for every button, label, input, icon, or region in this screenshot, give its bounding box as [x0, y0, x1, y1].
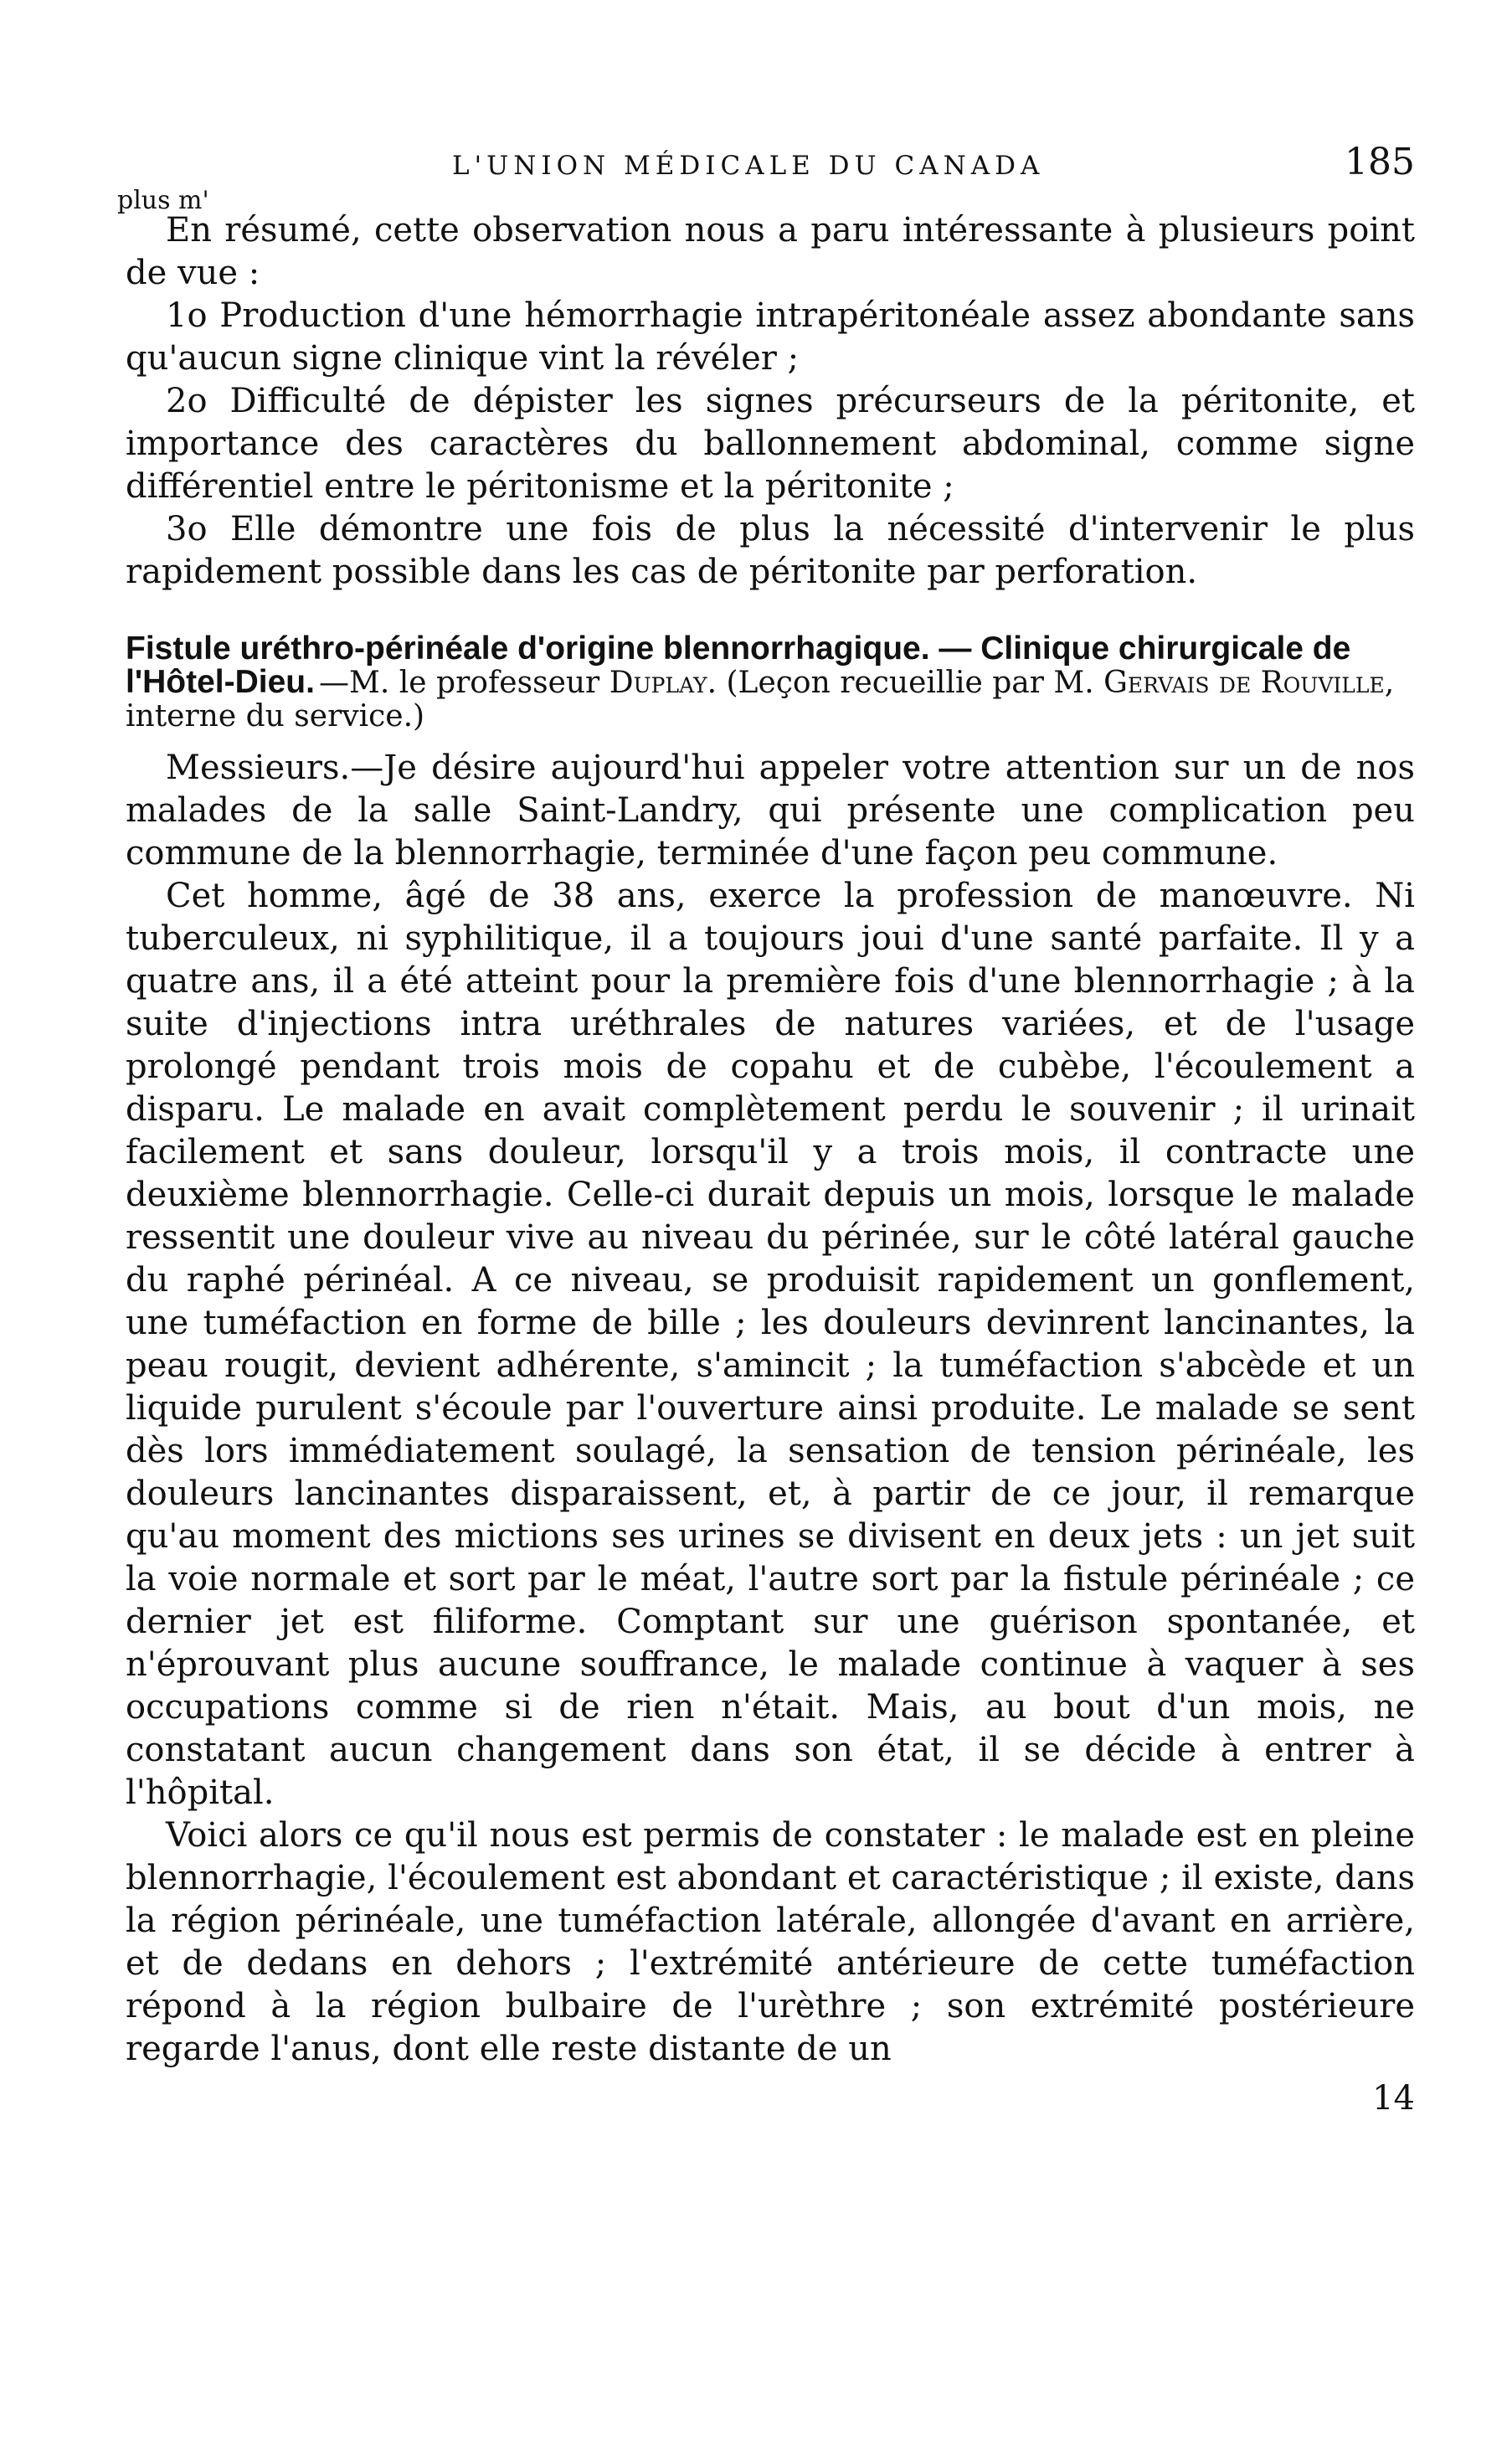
summary-section [126, 209, 1415, 594]
article-section [126, 632, 1415, 2071]
document-page [117, 134, 1415, 2118]
credit-suffix: interne du service.) [126, 699, 425, 733]
summary-point-2: 2o Difficulté de dépister les signes précurseurs de la péritonite, et importance des caractères du ballonnement abdominal, comme signe différentiel entre le péritonisme et la péritonite ; [126, 382, 1415, 506]
stray-text: plus m' [117, 186, 209, 215]
article-paragraph-1: Messieurs.—Je désire aujourd'hui appeler votre attention sur un de nos malades de la salle Saint-Landry, qui présente une complication peu commune de la blennorrhagie, terminée d'une façon peu commune. [126, 749, 1415, 872]
running-header [126, 134, 1415, 193]
heading-spacer [126, 733, 1415, 747]
recorder-name: Gervais de Rouville, [1103, 666, 1395, 700]
article-credit [126, 666, 1394, 733]
page-number: 185 [1345, 141, 1415, 183]
journal-title: L'UNION MÉDICALE DU CANADA [452, 151, 1045, 181]
article-paragraph-2: Cet homme, âgé de 38 ans, exerce la profession de manœuvre. Ni tuberculeux, ni syphilitique, il a toujours joui d'une santé parfaite. Il y a quatre ans, il a été atteint pour la première fois d'une blennorrhagie ; à la suite d'injections intra uréthrales de natures variées, et de l'usage prolongé pendant trois mois de copahu et de cubèbe, l'écoulement a disparu. Le malade en avait complètement perdu le souvenir ; il urinait facilement et sans douleur, lorsqu'il y a trois mois, il contracte une deuxième blennorrhagie. Celle-ci durait depuis un mois, lorsque le malade ressentit une douleur vive au niveau du périnée, sur le côté latéral gauche du raphé périnéal. A ce niveau, se produisit rapidement un gonflement, une tuméfaction en forme de bille ; les douleurs devinrent lancinantes, la peau rougit, devient adhérente, s'amincit ; la tuméfaction s'abcède et un liquide purulent s'écoule par l'ouverture ainsi produite. Le malade se sent dès lors immédiatement soulagé, la sensation de tension périnéale, les douleurs lancinantes disparaissent, et, à partir de ce jour, il remarque qu'au moment des mictions ses urines se divisent en deux jets : un jet suit la voie normale et sort par le méat, l'autre sort par la fistule périnéale ; ce dernier jet est filiforme. Comptant sur une guérison spontanée, et n'éprouvant plus aucune souffrance, le malade continue à vaquer à ses occupations comme si de rien n'était. Mais, au bout d'un mois, ne constatant aucun changement dans son état, il se décide à entrer à l'hôpital. [126, 877, 1415, 1812]
credit-prefix: —M. le professeur [319, 666, 600, 700]
summary-point-1: 1o Production d'une hémorrhagie intrapéritonéale assez abondante sans qu'aucun signe clinique vint la révéler ; [126, 296, 1415, 378]
article-paragraph-3: Voici alors ce qu'il nous est permis de constater : le malade est en pleine blennorrhagie, l'écoulement est abondant et caractéristique ; il existe, dans la région périnéale, une tuméfaction latérale, allongée d'avant en arrière, et de dedans en dehors ; l'extrémité antérieure de cette tuméfaction répond à la région bulbaire de l'urèthre ; son extrémité postérieure regarde l'anus, dont elle reste distante de un [126, 1816, 1415, 2068]
summary-point-3: 3o Elle démontre une fois de plus la nécessité d'intervenir le plus rapidement possible dans les cas de péritonite par perforation. [126, 510, 1415, 591]
signature-mark: 14 [1372, 2079, 1415, 2118]
professor-name: Duplay. [609, 666, 717, 700]
article-heading [126, 632, 1415, 733]
section-divider-space [126, 594, 1415, 632]
article-title: Fistule uréthro-périnéale d'origine blennorrhagique. — Clinique chirurgicale de l'Hôtel-Dieu. [126, 631, 1351, 700]
article-body [126, 747, 1415, 2071]
credit-middle: (Leçon recueillie par M. [726, 666, 1094, 700]
summary-intro: En résumé, cette observation nous a paru intéressante à plusieurs point de vue : [126, 211, 1415, 292]
